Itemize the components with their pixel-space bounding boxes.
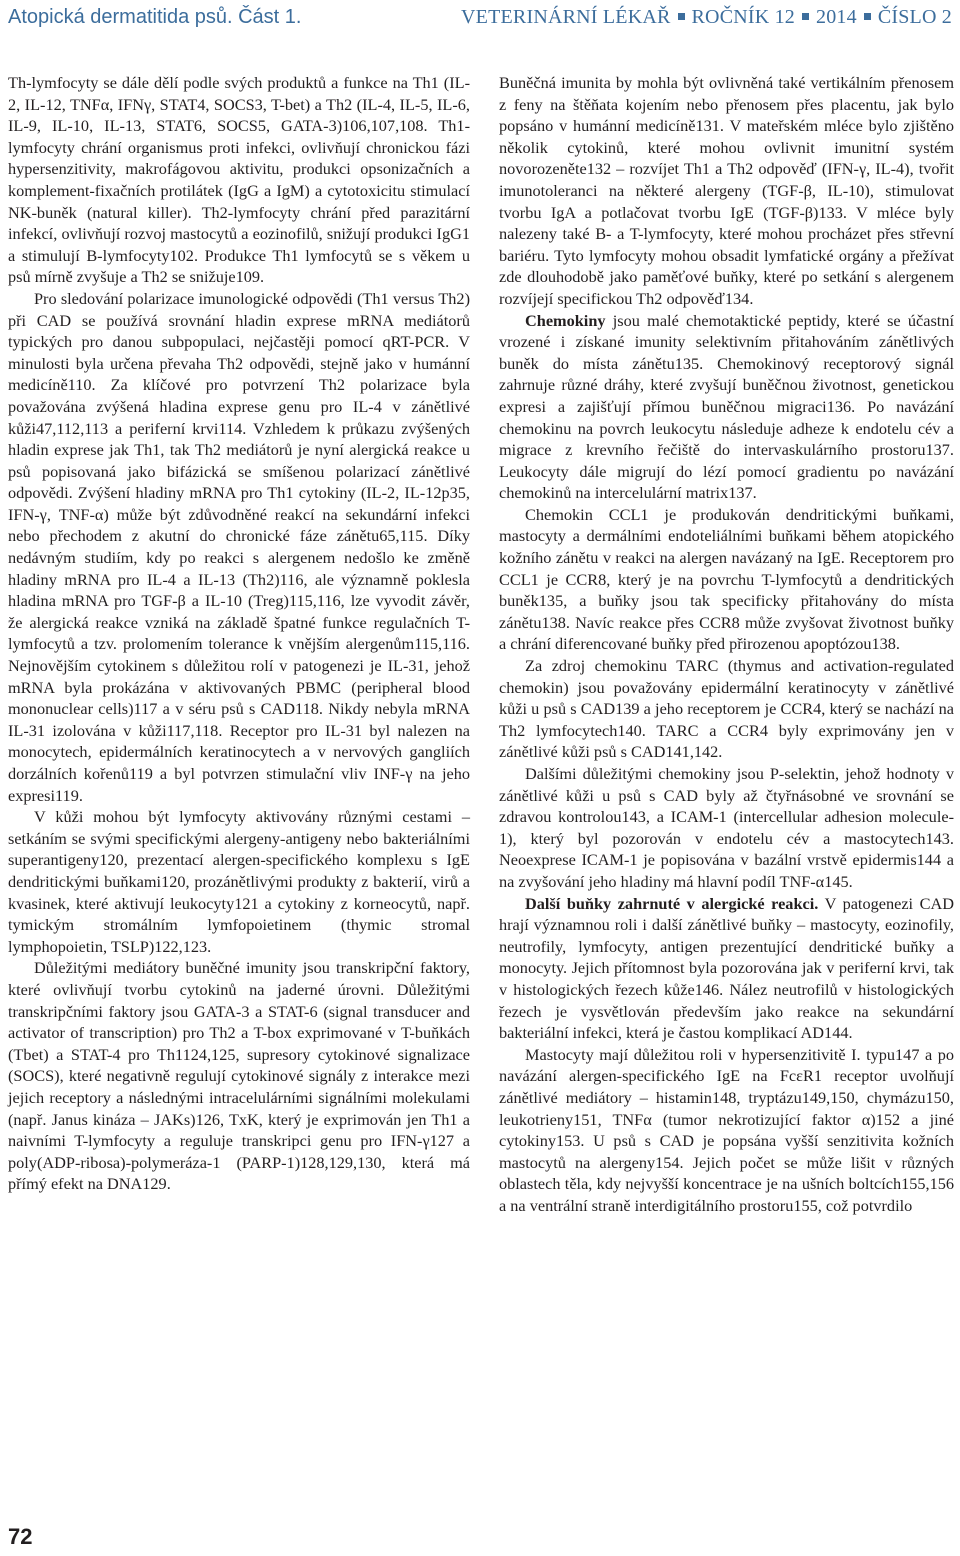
journal-info: [461, 6, 952, 29]
volume: ROČNÍK 12: [691, 6, 795, 28]
left-column: [8, 72, 470, 1195]
paragraph-tarc: Za zdroj chemokinu TARC (thymus and activation-regulated chemokin) jsou považovány epidermální keratinocyty v zánětlivé kůži u psů s CAD139 a jeho receptorem je CCR4, který se nachází na Th2 lymfocytech140. TARC a CCR4 byly exprimovány jen v zánětlivé kůži psů s CAD141,142.: [499, 656, 954, 762]
separator-square-icon: [678, 13, 685, 20]
separator-square-icon: [802, 13, 809, 20]
paragraph-vertical-transfer: Buněčná imunita by mohla být ovlivněná také vertikálním přenosem z feny na štěňata kojením nebo přenosem přes placentu, jak bylo popsáno v humánní medicíně131. V mateřském mléce bylo zjištěno několik cytokinů, které mohou ovlivnit imunitní systém novorozeněte132 – rozvíjet Th1 a Th2 odpověď (IFN-γ, IL-4), tvořit imunotoleranci na některé alergeny (TGF-β, IL-10), stimulovat tvorbu IgA a potlačovat tvorbu IgE (TGF-β)133. V mléce byly nalezeny také B- a T-lymfocyty, které mohou procházet přes střevní bariéru. Tyto lymfocyty mohou obsadit lymfatické orgány a přežívat zde dlouhodobě jako paměťové buňky, které po setkání s alergenem rozvíjejí specifickou Th2 odpověď134.: [499, 73, 954, 308]
right-column: [499, 72, 954, 1216]
paragraph-mast-cells: Mastocyty mají důležitou roli v hypersenzitivitě I. typu147 a po navázání alergen-specifického IgE na FcεR1 receptor uvolňují zánětlivé mediátory – histamin148, tryptázu149,150, chymázu150, leukotrieny151, TNFα (tumor nekrotizující faktor α)152 a jiné cytokiny153. U psů s CAD je popsána vyšší senzitivita kožních mastocytů na alergeny154. Jejich počet se může lišit v různých oblastech těla, kdy nejvyšší koncentrace je na ušních boltcích155,156 a na ventrální straně interdigitálního prostoru155, což potvrdilo: [499, 1044, 954, 1215]
journal-name: VETERINÁRNÍ LÉKAŘ: [461, 6, 671, 28]
article-short-title: Atopická dermatitida psů. Část 1.: [8, 6, 302, 28]
paragraph-other-cells: Další buňky zahrnuté v alergické reakci. V patogenezi CAD hrají významnou roli i další zánětlivé buňky – mastocyty, eozinofily, neutrofily, lymfocyty, antigen prezentující dendritické buňky a monocyty. Jejich přítomnost byla pozorována jak v periferní krvi, tak v histologických řezech kůže146. Nález neutrofilů v histologických řezech je vysvětlován především jako reakce na sekundární bakteriální infekci, která je častou komplikací AD144.: [499, 893, 954, 1043]
running-header: [0, 0, 960, 40]
paragraph-ccl1: Chemokin CCL1 je produkován dendritickými buňkami, mastocyty a dermálními endoteliálními buňkami během atopického kožního zánětu v reakci na alergen navázaný na IgE. Receptorem pro CCL1 je CCR8, který je na povrchu T-lymfocytů a dendritických buněk135, a buňky jsou tak specificky přitahovány do místa zánětu138. Navíc reakce přes CCR8 může zvyšovat životnost buňky a chrání diferencované buňky před přirozenou apoptózou138.: [499, 504, 954, 654]
paragraph-polarization: Pro sledování polarizace imunologické odpovědi (Th1 versus Th2) při CAD se používá srovnání hladin exprese mRNA mediátorů typických pro danou subpopulaci, nejčastěji pomocí qRT-PCR. V minulosti byla určena převaha Th2 odpovědi, stejně jako v humánní medicíně110. Za klíčové pro potvrzení Th2 polarizace byla považována zvýšená hladina exprese genu pro IL-4 v zánětlivé kůži47,112,113 a periferní krvi114. Vzhledem k průkazu zvýšených hladin exprese jak Th1, tak Th2 mediátorů je nyní alergická reakce u psů popisovaná jako bifázická se smíšenou polarizací zánětlivé odpovědi. Zvýšení hladiny mRNA pro Th1 cytokiny (IL-2, IL-12p35, IFN-γ, TNF-α) může být zdůvodněné reakcí na sekundární infekci nebo přechodem z akutní do chronické fáze zánětu65,115. Díky nedávným studiím, kdy po reakci s alergenem nedošlo ke změně hladiny mRNA pro IL-4 a IL-13 (Th2)116, ale významně poklesla hladina mRNA pro TGF-β a IL-10 (Treg)115,116, lze vyvodit závěr, že alergická reakce vzniká na základě špatné funkce regulačních T-lymfocytů a tzv. prolomením tolerance k vnějším alergenům115,116. Nejnovějším cytokinem s důležitou rolí v patogenezi je IL-31, jehož mRNA byla prokázána v aktivovaných PBMC (peripheral blood mononuclear cells)117 a v séru psů s CAD118. Nikdy nebyla mRNA IL-31 izolována v kůži117,118. Receptor pro IL-31 byl nalezen na monocytech, epidermálních keratinocytech a v nervových gangliích dorzálních kořenů119 a byl potvrzen stimulační vliv INF-γ na jeho expresi119.: [8, 288, 470, 805]
paragraph-transcription-factors: Důležitými mediátory buněčné imunity jsou transkripční faktory, které ovlivňují tvorbu cytokinů na jaderné úrovni. Důležitými transkripčními faktory jsou GATA-3 a STAT-6 (signal transducer and activator of transcription) pro Th2 a T-box exprimované v T-buňkách (Tbet) a STAT-4 pro Th1124,125, supresory cytokinové signalizace (SOCS), které negativně regulují cytokinové signály z interakce mezi jejich receptory a následnými intracelulárními signálními molekulami (např. Janus kináza – JAKs)126, TxK, který je exprimován jen Th1 a naivními T-lymfocyty a reguluje transkripci genu pro IFN-γ127 a poly(ADP-ribosa)-polymeráza-1 (PARP-1)128,129,130, která má přímý efekt na DNA129.: [8, 958, 470, 1194]
paragraph-lymphocyte-activation: V kůži mohou být lymfocyty aktivovány různými cestami – setkáním se svými specifickými alergeny-antigeny nebo bakteriálními superantigeny120, prezentací alergen-specifického komplexu s IgE dendritickými buňkami120, prozánětlivými produkty z bakterií, virů a kvasinek, které aktivují leukocyty121 a cytokiny z korneocytů, např. tymickým stromálním lymfopoietinem (thymic stromal lymphopoietin, TSLP)122,123.: [8, 807, 470, 956]
paragraph-chemokines: Chemokiny jsou malé chemotaktické peptidy, které se účastní vrozené i získané imunity selektivním přitahováním zánětlivých buněk do místa zánětu135. Chemokinový receptorový signál zahrnuje různé dráhy, které zvyšují buněčnou životnost, genetickou expresi a zajišťují přímou buněčnou migraci136. Po navázání chemokinu na povrch leukocytu následuje adheze k endotelu cév a migrace z krevního řečiště do intervaskulárního prostoru137. Leukocyty dále migrují do lézí pomocí gradientu po navázání chemokinů na intercelulární matrix137.: [499, 310, 954, 503]
year: 2014: [816, 6, 857, 28]
paragraph-p-selectin: Dalšími důležitými chemokiny jsou P-selektin, jehož hodnoty v zánětlivé kůži u psů s CAD byly až čtyřnásobné ve srovnání se zdravou kontrolou143, a ICAM-1 (intercellular adhesion molecule-1), který byl pozorován v endotelu cév a mastocytech143. Neoexprese ICAM-1 je popisována v bazální vrstvě epidermis144 a na zvyšování jeho hladiny má hlavní podíl TNF-α145.: [499, 764, 954, 891]
page-number: 72: [8, 1524, 33, 1549]
run-in-heading: Chemokiny: [525, 310, 606, 330]
paragraph-th-subsets: Th-lymfocyty se dále dělí podle svých produktů a funkce na Th1 (IL-2, IL-12, TNFα, IFNγ, STAT4, SOCS3, T-bet) a Th2 (IL-4, IL-5, IL-6, IL-9, IL-10, IL-13, STAT6, SOCS5, GATA-3)106,107,108. Th1-lymfocyty chrání organismus proti infekci, ovlivňují chronickou fázi hypersenzitivity, makrofágovou aktivitu, produkci opsonizačních a komplement-fixačních protilátek (IgG a IgM) a cytotoxicitu stimulací NK-buněk (natural killer). Th2-lymfocyty chrání před parazitární infekcí, ovlivňují rozvoj mastocytů a eozinofilů, snižují produkci IgG1 a stimulují B-lymfocyty102. Produkce Th1 lymfocytů se s věkem u psů mírně zvyšuje a Th2 se snižuje109.: [8, 73, 470, 287]
run-in-heading: Další buňky zahrnuté v alergické reakci.: [525, 893, 819, 913]
separator-square-icon: [864, 13, 871, 20]
issue: ČÍSLO 2: [877, 6, 952, 28]
